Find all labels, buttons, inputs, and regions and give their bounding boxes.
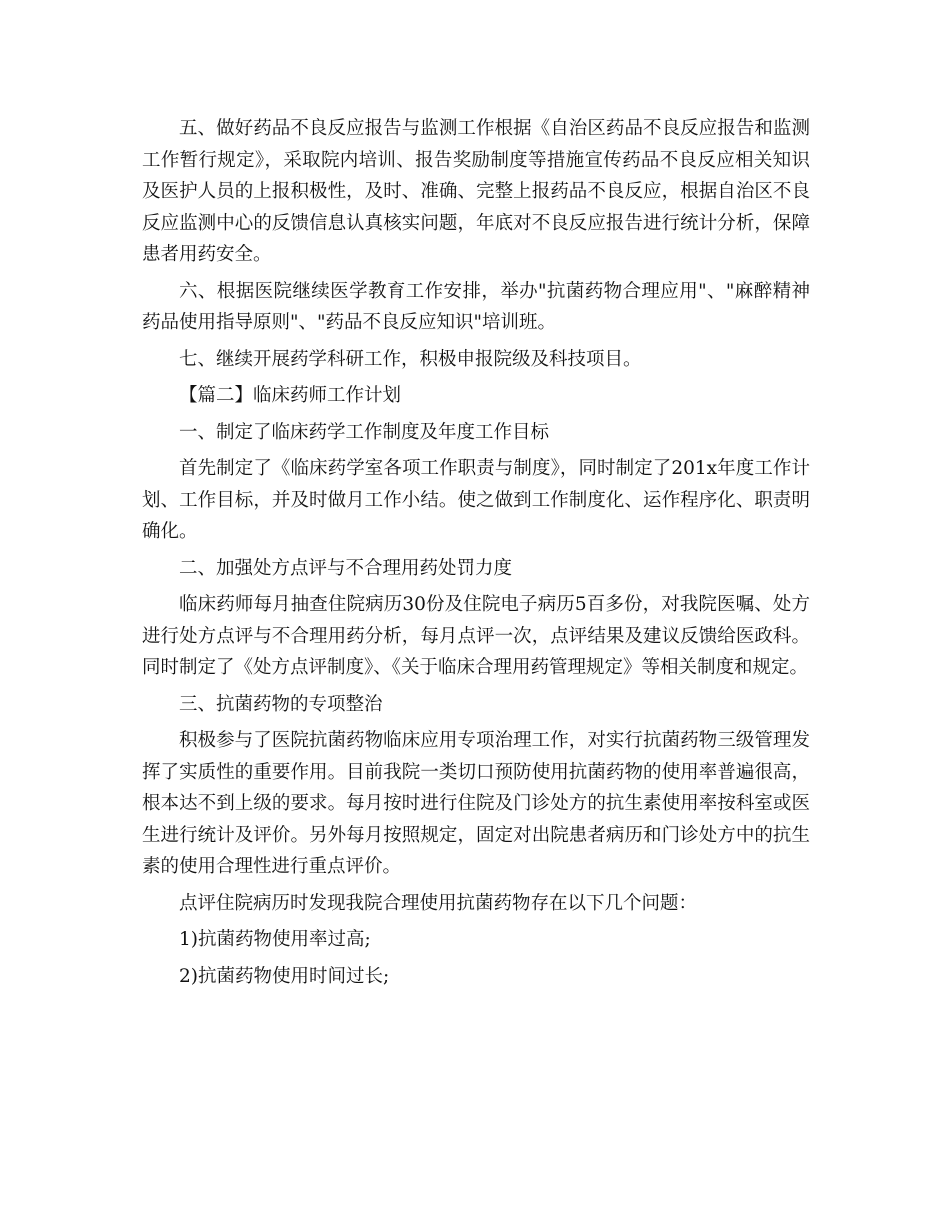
paragraph-research: 七、继续开展药学科研工作，积极申报院级及科技项目。 [179,348,642,370]
paragraph-adr-monitoring: 五、做好药品不良反应报告与监测工作根据《自治区药品不良反应报告和监测工作暂行规定》，采取院内培训、报告奖励制度等措施宣传药品不良反应相关知识及医护人员的上报积极性，及时、准确、完整上报药品不良反应，根据自治区不良反应监测中心的反馈信息认真核实问题，年底对不良反应报告进行统计分析，保障患者用药安全。 [142,118,810,265]
paragraph-problems-intro: 点评住院病历时发现我院合理使用抗菌药物存在以下几个问题： [179,892,698,914]
heading-work-system: 一、制定了临床药学工作制度及年度工作目标 [179,421,550,443]
heading-prescription-review: 二、加强处方点评与不合理用药处罚力度 [179,557,513,579]
paragraph-antibiotics: 积极参与了医院抗菌药物临床应用专项治理工作，对实行抗菌药物三级管理发挥了实质性的重要作用。目前我院一类切口预防使用抗菌药物的使用率普遍很高，根本达不到上级的要求。每月按时进行住院及门诊处方的抗生素使用率按科室或医生进行统计及评价。另外每月按照规定，固定对出院患者病历和门诊处方中的抗生素的使用合理性进行重点评价。 [142,730,810,877]
heading-antibiotics: 三、抗菌药物的专项整治 [179,693,383,715]
paragraph-prescription-review: 临床药师每月抽查住院病历30份及住院电子病历5百多份，对我院医嘱、处方进行处方点评与不合理用药分析，每月点评一次，点评结果及建议反馈给医政科。同时制定了《处方点评制度》、《关于临床合理用药管理规定》等相关制度和规定。 [142,594,810,678]
paragraph-work-system: 首先制定了《临床药学室各项工作职责与制度》，同时制定了201x年度工作计划、工作目标，并及时做月工作小结。使之做到工作制度化、运作程序化、职责明确化。 [142,458,810,542]
list-item-problem-2: 2)抗菌药物使用时间过长; [179,965,390,987]
document-page [142,113,810,992]
section-heading-part-two: 【篇二】临床药师工作计划 [179,385,402,406]
list-item-problem-1: 1)抗菌药物使用率过高; [179,929,371,950]
paragraph-training: 六、根据医院继续医学教育工作安排，举办"抗菌药物合理应用"、"麻醉精神药品使用指导原则"、"药品不良反应知识"培训班。 [142,280,810,333]
